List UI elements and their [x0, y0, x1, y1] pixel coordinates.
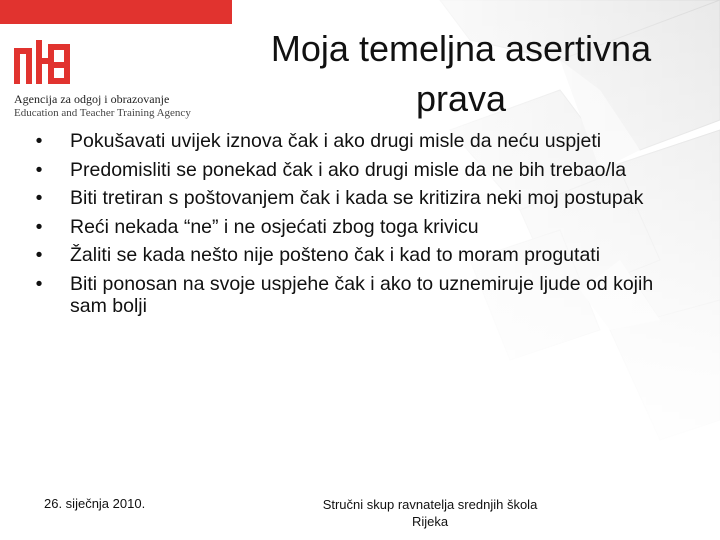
brand-bar — [0, 0, 232, 24]
bullet-text: Predomisliti se ponekad čak i ako drugi misle da ne bih trebao/la — [70, 158, 627, 181]
bullet-text: Reći nekada “ne” i ne osjećati zbog toga krivicu — [70, 215, 479, 238]
bullet-icon: • — [35, 215, 43, 238]
bullet-item — [32, 244, 672, 266]
agency-name — [14, 92, 191, 120]
bullet-item — [32, 273, 672, 317]
bullet-item — [32, 216, 672, 238]
slide-title-line2: prava — [415, 78, 507, 119]
bullet-text: Biti tretiran s poštovanjem čak i kada se kritizira neki moj postupak — [70, 187, 644, 209]
bullet-text: Pokušavati uvijek iznova čak i ako drugi misle da neću uspjeti — [70, 130, 602, 152]
bullet-text: Biti ponosan na svoje uspjehe čak i ako to uznemiruje ljude od kojih sam bolji — [70, 272, 654, 317]
bullet-icon: • — [35, 187, 43, 209]
footer-event — [300, 496, 560, 530]
agency-logo-icon — [14, 40, 72, 84]
bullet-icon: • — [35, 272, 43, 295]
bullet-icon: • — [35, 158, 43, 181]
bullet-item — [32, 187, 672, 209]
agency-name-hr: Agencija za odgoj i obrazovanje — [14, 92, 170, 106]
footer-event-line1: Stručni skup ravnatelja srednjih škola — [322, 497, 538, 512]
bullet-list — [32, 130, 672, 323]
footer-event-line2: Rijeka — [411, 514, 449, 529]
bullet-text: Žaliti se kada nešto nije pošteno čak i kad to moram progutati — [70, 244, 601, 266]
agency-name-en: Education and Teacher Training Agency — [14, 107, 191, 119]
bullet-icon: • — [35, 130, 43, 152]
slide-title-line1: Moja temeljna asertivna — [270, 28, 652, 69]
footer-date: 26. siječnja 2010. — [44, 496, 146, 511]
slide-title — [236, 24, 686, 124]
bullet-item — [32, 159, 672, 181]
bullet-icon: • — [35, 244, 43, 266]
bullet-item — [32, 130, 672, 152]
